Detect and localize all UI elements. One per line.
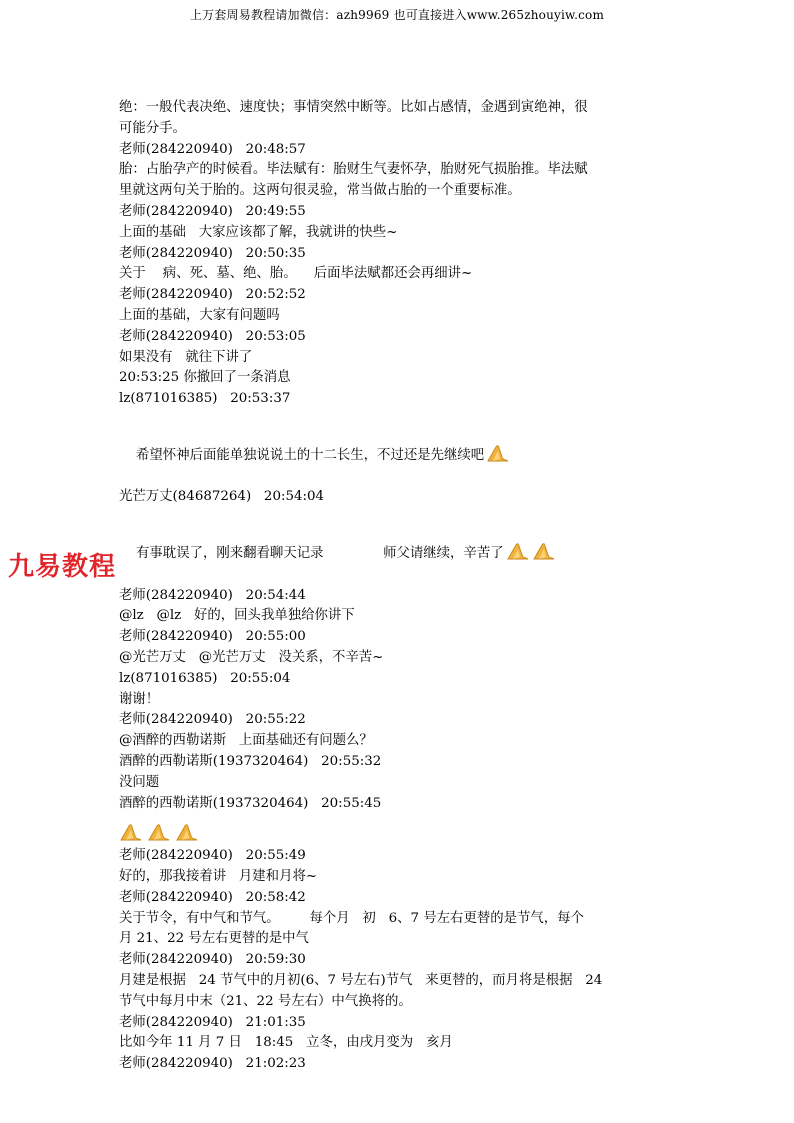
message-text-span: 有事耽误了，刚来翻看聊天记录 师父请继续，辛苦了 bbox=[136, 545, 504, 561]
sender-timestamp: 光芒万丈(84687264) 20:54:04 bbox=[119, 489, 325, 505]
message-text: 没问题 bbox=[119, 774, 160, 790]
pray-hands-icon bbox=[119, 822, 143, 842]
sender-timestamp: 老师(284220940) 20:55:22 bbox=[119, 712, 306, 728]
pray-hands-icon bbox=[506, 541, 530, 561]
pray-hands-icon bbox=[486, 443, 510, 463]
pray-hands-icon bbox=[175, 822, 199, 842]
emoji-group bbox=[486, 443, 510, 463]
message-text: 好的，那我接着讲 月建和月将~ bbox=[119, 869, 318, 885]
sender-timestamp: 老师(284220940) 20:52:52 bbox=[119, 287, 306, 303]
message-text: @lz @lz 好的，回头我单独给你讲下 bbox=[119, 608, 355, 624]
sender-timestamp: 老师(284220940) 20:49:55 bbox=[119, 203, 306, 219]
message-text bbox=[119, 422, 679, 487]
message-text: 节气中每月中末（21、22 号左右）中气换将的。 bbox=[119, 993, 412, 1009]
pray-hands-icon bbox=[147, 822, 171, 842]
pray-hands-icon bbox=[532, 541, 556, 561]
message-text: @光芒万丈 @光芒万丈 没关系，不辛苦~ bbox=[119, 649, 384, 665]
sender-timestamp: 老师(284220940) 20:53:05 bbox=[119, 328, 306, 344]
message-text: 上面的基础，大家有问题吗 bbox=[119, 307, 280, 323]
message-text: 如果没有 就往下讲了 bbox=[119, 349, 253, 365]
sender-timestamp: 酒醉的西勒诺斯(1937320464) 20:55:45 bbox=[119, 795, 382, 811]
page-header: 上万套周易教程请加微信：azh9969 也可直接进入www.265zhouyiw.com bbox=[189, 8, 605, 22]
chat-transcript bbox=[119, 98, 679, 1075]
sender-timestamp: 老师(284220940) 20:55:00 bbox=[119, 629, 306, 645]
message-text: 里就这两句关于胎的。这两句很灵验，常当做占胎的一个重要标准。 bbox=[119, 183, 521, 199]
message-text bbox=[119, 520, 679, 585]
message-text-span: 希望怀神后面能单独说说土的十二长生，不过还是先继续吧 bbox=[136, 447, 485, 463]
sender-timestamp: 酒醉的西勒诺斯(1937320464) 20:55:32 bbox=[119, 753, 382, 769]
message-text: 胎：占胎孕产的时候看。毕法赋有：胎财生气妻怀孕，胎财死气损胎推。毕法赋 bbox=[119, 162, 588, 178]
sender-timestamp: 老师(284220940) 21:02:23 bbox=[119, 1056, 306, 1072]
sender-timestamp: 老师(284220940) 21:01:35 bbox=[119, 1014, 306, 1030]
sender-timestamp: 老师(284220940) 20:59:30 bbox=[119, 952, 306, 968]
message-text: 绝：一般代表决绝、速度快；事情突然中断等。比如占感情，金遇到寅绝神，很 bbox=[119, 100, 588, 115]
sender-timestamp: 老师(284220940) 20:50:35 bbox=[119, 245, 306, 261]
message-text: 月建是根据 24 节气中的月初(6、7 号左右)节气 来更替的，而月将是根据 24 bbox=[119, 973, 603, 989]
message-text: 谢谢！ bbox=[119, 691, 160, 707]
sender-timestamp: 老师(284220940) 20:54:44 bbox=[119, 587, 306, 603]
message-text: 关于节令，有中气和节气。 每个月 初 6、7 号左右更替的是节气，每个 bbox=[119, 910, 584, 926]
sender-timestamp: 老师(284220940) 20:58:42 bbox=[119, 889, 306, 905]
system-notice: 20:53:25 你撤回了一条消息 bbox=[119, 370, 291, 386]
sender-timestamp: lz(871016385) 20:53:37 bbox=[119, 391, 291, 407]
message-text: 关于 病、死、墓、绝、胎。 后面毕法赋都还会再细讲~ bbox=[119, 266, 473, 282]
message-text: 比如今年 11 月 7 日 18:45 立冬，由戌月变为 亥月 bbox=[119, 1035, 453, 1051]
emoji-group bbox=[506, 541, 556, 561]
sender-timestamp: 老师(284220940) 20:55:49 bbox=[119, 848, 306, 864]
emoji-message bbox=[119, 816, 679, 842]
message-text: 月 21、22 号左右更替的是中气 bbox=[119, 931, 309, 947]
message-text: 可能分手。 bbox=[119, 120, 186, 136]
sender-timestamp: lz(871016385) 20:55:04 bbox=[119, 670, 291, 686]
sender-timestamp: 老师(284220940) 20:48:57 bbox=[119, 141, 306, 157]
message-text: @酒醉的西勒诺斯 上面基础还有问题么？ bbox=[119, 733, 373, 749]
message-text: 上面的基础 大家应该都了解，我就讲的快些~ bbox=[119, 224, 398, 240]
watermark-text: 九易教程 bbox=[8, 552, 117, 582]
